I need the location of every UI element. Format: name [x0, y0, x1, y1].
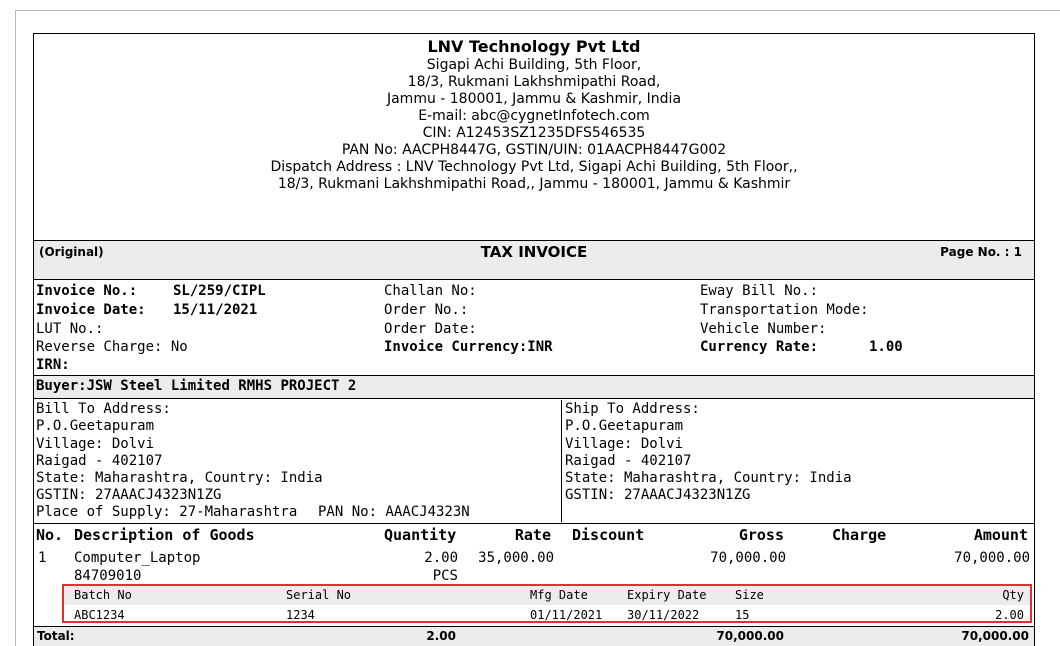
item-amount: 70,000.00: [954, 550, 1030, 566]
outer-top-border: [15, 10, 1060, 11]
dispatch-address-line: 18/3, Rukmani Lakhshmipathi Road,, Jammu - 180001, Jammu & Kashmir: [277, 176, 791, 192]
header-quantity: Quantity: [384, 526, 457, 544]
ship-to-heading: Ship To Address:: [565, 401, 700, 417]
vehicle-number: Vehicle Number:: [700, 321, 827, 337]
buyer-bar: [34, 375, 1034, 399]
title-bar: [34, 240, 1034, 280]
outer-left-border: [15, 10, 16, 646]
transportation-mode: Transportation Mode:: [700, 302, 869, 318]
buyer-label: Buyer:: [36, 378, 87, 394]
reverse-charge: Reverse Charge: No: [36, 339, 188, 355]
bill-to-heading: Bill To Address:: [36, 401, 171, 417]
buyer-name: JSW Steel Limited RMHS PROJECT 2: [86, 378, 357, 394]
batch-header-expiry-date: Expiry Date: [627, 588, 707, 602]
item-rate: 35,000.00: [478, 550, 554, 566]
batch-header-size: Size: [735, 588, 764, 602]
order-date: Order Date:: [384, 321, 477, 337]
batch-header-serial-no: Serial No: [286, 588, 352, 602]
eway-bill-no: Eway Bill No.:: [700, 283, 819, 299]
invoice-currency-label: Invoice Currency:: [384, 339, 528, 355]
header-rate: Rate: [514, 526, 551, 544]
item-unit: PCS: [432, 568, 458, 584]
invoice-date-label: Invoice Date:: [36, 302, 146, 318]
address-line: Sigapi Achi Building, 5th Floor,: [426, 57, 642, 73]
total-quantity: 2.00: [426, 629, 456, 643]
header-no: No.: [36, 526, 64, 544]
company-name: LNV Technology Pvt Ltd: [427, 37, 641, 56]
document-title: TAX INVOICE: [480, 243, 588, 261]
serial-no-value: 1234: [286, 608, 315, 622]
table-row: [34, 548, 1034, 584]
item-gross: 70,000.00: [710, 550, 786, 566]
currency-rate-label: Currency Rate:: [700, 339, 819, 355]
item-hsn: 84709010: [74, 568, 142, 584]
ship-to-line: State: Maharashtra, Country: India: [565, 470, 852, 487]
item-quantity: 2.00: [424, 550, 458, 566]
irn-label: IRN:: [36, 357, 70, 373]
batch-no-value: ABC1234: [74, 608, 125, 622]
header-charge: Charge: [832, 526, 887, 544]
total-gross: 70,000.00: [716, 629, 784, 643]
batch-header-mfg-date: Mfg Date: [530, 588, 588, 602]
currency-rate-value: 1.00: [869, 339, 903, 355]
mfg-date-value: 01/11/2021: [530, 608, 603, 622]
header-amount: Amount: [973, 526, 1028, 544]
batch-qty-value: 2.00: [995, 608, 1024, 622]
header-description: Description of Goods: [74, 526, 255, 544]
address-line: Jammu - 180001, Jammu & Kashmir, India: [386, 91, 682, 107]
header-discount: Discount: [572, 526, 645, 544]
ship-to-line: Village: Dolvi: [565, 435, 684, 452]
cin-line: CIN: A12453SZ1235DFS546535: [422, 125, 646, 141]
ship-to-line: P.O.Geetapuram: [565, 418, 684, 435]
ship-to-address: [563, 400, 1034, 522]
place-of-supply: Place of Supply: 27-Maharashtra: [36, 504, 298, 520]
expiry-date-value: 30/11/2022: [627, 608, 700, 622]
pan-gstin-line: PAN No: AACPH8447G, GSTIN/UIN: 01AACPH8447G002: [341, 142, 727, 158]
total-row: [34, 626, 1034, 646]
copy-type: (Original): [39, 245, 104, 259]
items-table-header: [34, 523, 1034, 547]
email-line: E-mail: abc@cygnetInfotech.com: [418, 108, 650, 124]
bill-to-line: State: Maharashtra, Country: India: [36, 470, 323, 487]
bill-to-line: Village: Dolvi: [36, 435, 155, 452]
invoice-no-value: SL/259/CIPL: [173, 283, 266, 299]
invoice-date-value: 15/11/2021: [173, 302, 258, 318]
dispatch-address-line: Dispatch Address : LNV Technology Pvt Ltd, Sigapi Achi Building, 5th Floor,,: [270, 159, 798, 175]
company-header: [34, 34, 1034, 240]
invoice-currency-value: INR: [527, 339, 553, 355]
item-description: Computer_Laptop: [74, 550, 201, 566]
total-amount: 70,000.00: [961, 629, 1029, 643]
challan-no: Challan No:: [384, 283, 477, 299]
lut-no: LUT No.:: [36, 321, 104, 337]
item-no: 1: [38, 550, 47, 566]
batch-header-batch-no: Batch No: [74, 588, 132, 602]
invoice-details: [34, 281, 1034, 373]
ship-to-line: Raigad - 402107: [565, 452, 692, 469]
page-number: Page No. : 1: [940, 245, 1022, 259]
bill-to-gstin: GSTIN: 27AAACJ4323N1ZG: [36, 487, 222, 504]
ship-to-gstin: GSTIN: 27AAACJ4323N1ZG: [565, 487, 751, 504]
address-line: 18/3, Rukmani Lakhshmipathi Road,: [407, 74, 661, 90]
order-no: Order No.:: [384, 302, 469, 318]
bill-to-line: Raigad - 402107: [36, 452, 163, 469]
header-gross: Gross: [738, 526, 784, 544]
bill-to-line: P.O.Geetapuram: [36, 418, 155, 435]
invoice-frame: [33, 33, 1035, 646]
batch-details-box: [62, 584, 1032, 623]
total-label: Total:: [37, 629, 75, 643]
buyer-pan-no: PAN No: AAACJ4323N: [318, 504, 470, 520]
size-value: 15: [735, 608, 750, 622]
batch-header-qty: Qty: [1002, 588, 1024, 602]
invoice-no-label: Invoice No.:: [36, 283, 138, 299]
